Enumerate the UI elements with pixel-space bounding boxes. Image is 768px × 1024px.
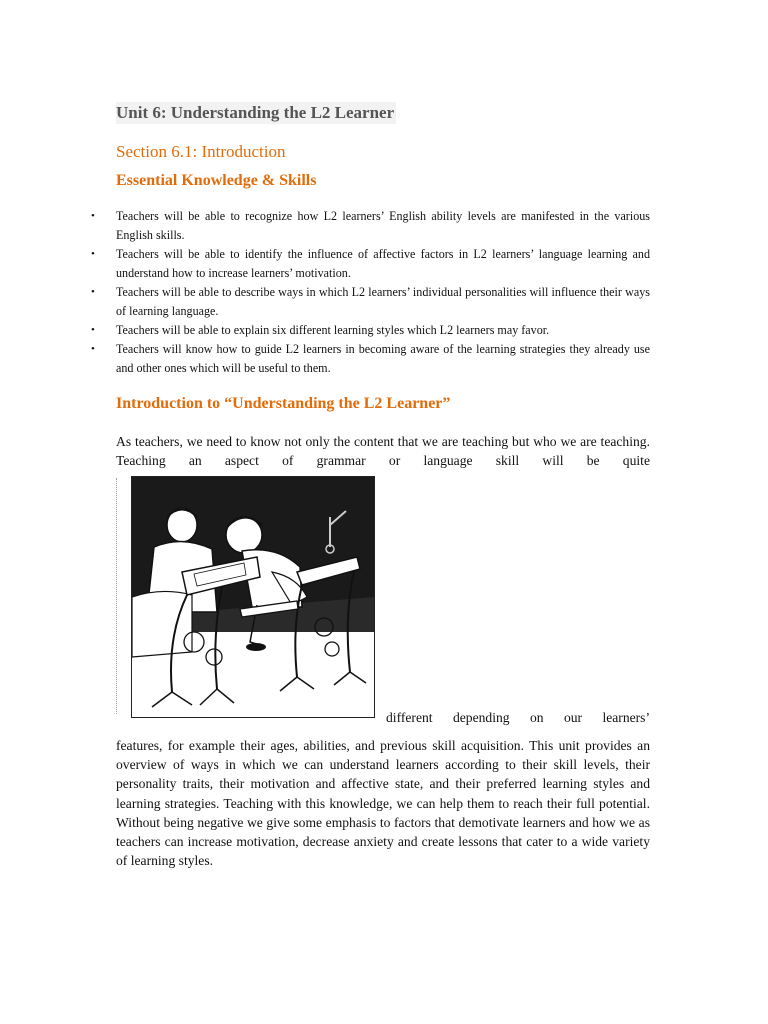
- list-item: [88, 245, 650, 283]
- bullet-icon: •: [91, 210, 95, 222]
- image-margin-guide: [116, 478, 119, 714]
- list-item: [88, 321, 650, 340]
- introduction-heading: Introduction to “Understanding the L2 Learner”: [116, 395, 451, 412]
- list-item: [88, 340, 650, 378]
- section-title: Section 6.1: Introduction: [116, 142, 286, 161]
- intro-paragraph-start: As teachers, we need to know not only the content that we are teaching but who we are teaching. Teaching an aspect of grammar or language skill will be quite: [116, 434, 650, 469]
- intro-paragraph-rest: features, for example their ages, abilities, and previous skill acquisition. This unit provides an overview of ways in which we can understand learners according to their skill levels, their personality traits, their motivation and affective state, and their preferred learning styles and learning strategies. Teaching with this knowledge, we can help them to reach their full potential. Without being negative we give some emphasis to factors that demotivate learners and how we as teachers can increase motivation, decrease anxiety and create lessons that cater to a wide variety of learning styles.: [116, 738, 650, 869]
- bullet-icon: •: [91, 286, 95, 298]
- classroom-drawing-icon: [132, 477, 374, 717]
- list-item: [88, 207, 650, 245]
- bullet-icon: •: [91, 343, 95, 355]
- bullet-icon: •: [91, 248, 95, 260]
- list-item-text: Teachers will be able to identify the influence of affective factors in L2 learners’ language learning and understand how to increase learners’ motivation.: [116, 247, 650, 280]
- list-item-text: Teachers will know how to guide L2 learners in becoming aware of the learning strategies they already use and other ones which will be useful to them.: [116, 342, 650, 375]
- essential-knowledge-heading: Essential Knowledge & Skills: [116, 172, 317, 189]
- list-item-text: Teachers will be able to explain six different learning styles which L2 learners may favor.: [116, 323, 550, 337]
- objectives-list: [88, 207, 650, 378]
- list-item-text: Teachers will be able to recognize how L2 learners’ English ability levels are manifested in the various English skills.: [116, 209, 650, 242]
- intro-paragraph-beside-image: different depending on our learners’: [386, 710, 650, 725]
- list-item: [88, 283, 650, 321]
- list-item-text: Teachers will be able to describe ways in which L2 learners’ individual personalities will influence their ways of learning language.: [116, 285, 650, 318]
- unit-title: Unit 6: Understanding the L2 Learner: [116, 103, 395, 122]
- bullet-icon: •: [91, 324, 95, 336]
- classroom-illustration: [131, 476, 375, 718]
